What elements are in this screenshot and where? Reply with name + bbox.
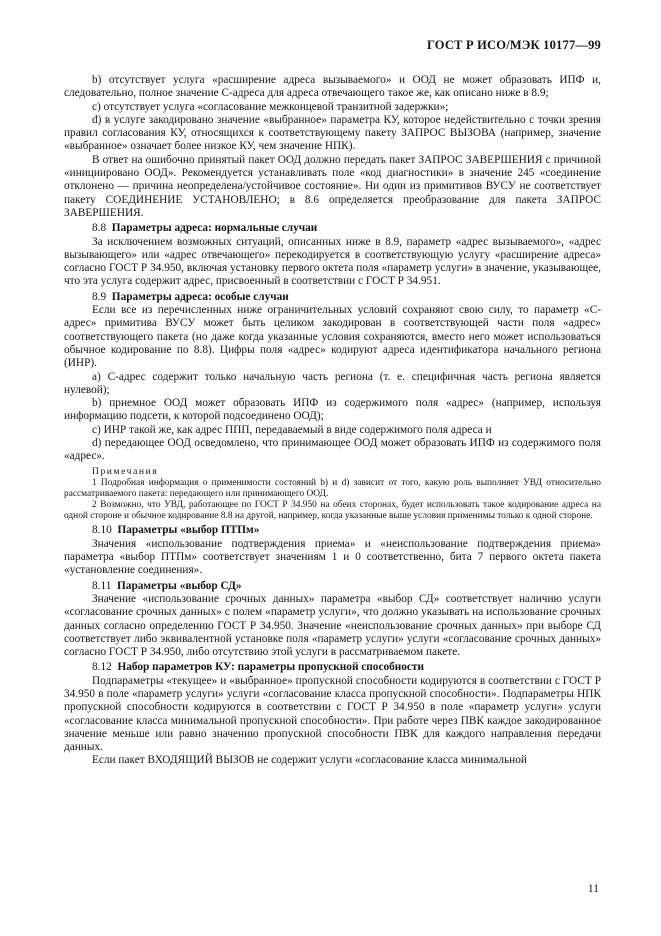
list-item: b) приемное ООД может образовать ИПФ из содержимого поля «адрес» (например, используя информацию подсети, к которой подсоединено ООД); xyxy=(64,397,601,423)
section-heading-8-11 xyxy=(64,580,601,593)
section-number: 8.11 xyxy=(92,579,112,592)
section-number: 8.8 xyxy=(92,222,107,235)
paragraph: d) в услуге закодировано значение «выбранное» параметра КУ, которое недействительно с точки зрения правил согласования КУ, относящихся к соответствующему пакету ЗАПРОС ВЫЗОВА (например, значение «выбранное» означает более низкое КУ, чем значение НПК). xyxy=(64,113,601,153)
paragraph: Подпараметры «текущее» и «выбранное» пропускной способности кодируются в соответствии с ГОСТ Р 34.950 в поле «параметр услуги» услуги «согласование класса пропускной способности». Подпараметры НПК пропускной способности кодируются в соответствии с ГОСТ Р 34.950 в поле «параметр услуги» услуги «согласование класса минимальной пропускной способности». При работе через ПВК каждое закодированное значение меньше или равно значению пропускной способности ПВК для каждого направления передачи данных. xyxy=(64,674,601,754)
section-heading-8-12 xyxy=(64,661,601,674)
paragraph: За исключением возможных ситуаций, описанных ниже в 8.9, параметр «адрес вызываемого», «адрес вызывающего» или «адрес отвечающего» перекодируется в соответствующую услугу «расширение адреса» согласно ГОСТ Р 34.950, включая установку первого октета поля «параметр услуги» в значение, указывающее, что эта услуга содержит адрес, присвоенный в соответствии с ГОСТ Р 34.951. xyxy=(64,235,601,288)
list-item: d) передающее ООД осведомлено, что принимающее ООД может образовать ИПФ из содержимого поля «адрес». xyxy=(64,437,601,463)
section-title: Параметры «выбор ПТПм» xyxy=(117,524,260,537)
note: 1 Подробная информация о применимости состояний b) и d) зависит от того, какую роль выполняет УВД относительно рассматриваемого пакета: передающего или принимающего ООД. xyxy=(64,477,601,499)
paragraph: В ответ на ошибочно принятый пакет ООД должно передать пакет ЗАПРОС ЗАВЕРШЕНИЯ с причиной «инициировано ООД». Рекомендуется устанавливать поле «код диагностики» в значение 245 «соединение отклонено — причина неопределена/устойчивое состояние». Ни один из примитивов ВУСУ не соответствует пакету СОЕДИНЕНИЕ УСТАНОВЛЕНО; в 8.6 определяется преобразование для пакета ЗАПРОС ЗАВЕРШЕНИЯ. xyxy=(64,153,601,219)
paragraph: Значение «использование срочных данных» параметра «выбор СД» соответствует наличию услуги «согласование срочных данных» с полем «параметр услуги», что должно указывать на использование срочных данных согласно определению ГОСТ Р 34.950. Значение «неиспользование срочных данных» при выборе СД соответствует либо эквивалентной установке поля «параметр услуги» услуги «согласование срочных данных» согласно ГОСТ Р 34.950, либо отсутствию этой услуги в рассматриваемом пакете. xyxy=(64,592,601,659)
section-title: Параметры адреса: нормальные случаи xyxy=(111,222,318,235)
paragraph: b) отсутствует услуга «расширение адреса вызываемого» и ООД не может образовать ИПФ и, следовательно, полное значение С-адреса для адреса отвечающего такое же, как описано ниже в 8.9; xyxy=(64,74,601,100)
section-heading-8-8 xyxy=(64,222,601,235)
section-title: Параметры адреса: особые случаи xyxy=(111,290,289,303)
page-number: 11 xyxy=(587,883,599,895)
paragraph: Если все из перечисленных ниже ограничительных условий сохраняют свою силу, то параметр «С-адрес» примитива ВУСУ может быть целиком закодирован в соответствующей части поля «адрес» соответствующего пакета (но даже когда указанные условия сохраняются, вместо него может использоваться обычное кодирование по 8.8). Цифры поля «адрес» кодируют адреса идентификатора начального региона (ИНР). xyxy=(64,304,601,370)
document-header: ГОСТ Р ИСО/МЭК 10177—99 xyxy=(426,38,601,52)
paragraph: Если пакет ВХОДЯЩИЙ ВЫЗОВ не содержит услуги «согласование класса минимальной xyxy=(92,754,527,767)
section-number: 8.9 xyxy=(92,290,107,303)
notes-heading: Примечания xyxy=(92,466,159,477)
note: 2 Возможно, что УВД, работающее по ГОСТ Р 34.950 на обеих сторонах, будет использовать такое кодирование адреса на одной стороне и обычное кодирование 8.8 на другой, например, когда указанные выше условия применимы только к одной стороне. xyxy=(64,500,601,522)
paragraph: c) отсутствует услуга «согласование межконцевой транзитной задержки»; xyxy=(92,100,449,113)
document-page xyxy=(64,38,601,768)
section-title: Набор параметров КУ: параметры пропускной способности xyxy=(117,661,424,674)
section-number: 8.12 xyxy=(92,661,112,674)
list-item: c) ИНР такой же, как адрес ППП, передаваемый в виде содержимого поля адреса и xyxy=(92,423,492,436)
section-heading-8-9 xyxy=(64,291,601,304)
list-item: a) С-адрес содержит только начальную часть региона (т. е. специфичная часть региона является нулевой); xyxy=(64,370,601,396)
section-number: 8.10 xyxy=(92,524,112,537)
paragraph: Значения «использование подтверждения приема» и «неиспользование подтверждения приема» параметра «выбор ПТПм» соответствует значениям 1 и 0 соответственно, бита 7 первого октета пакета «установление соединения». xyxy=(64,537,601,577)
section-title: Параметры «выбор СД» xyxy=(117,579,242,592)
section-heading-8-10 xyxy=(64,524,601,537)
